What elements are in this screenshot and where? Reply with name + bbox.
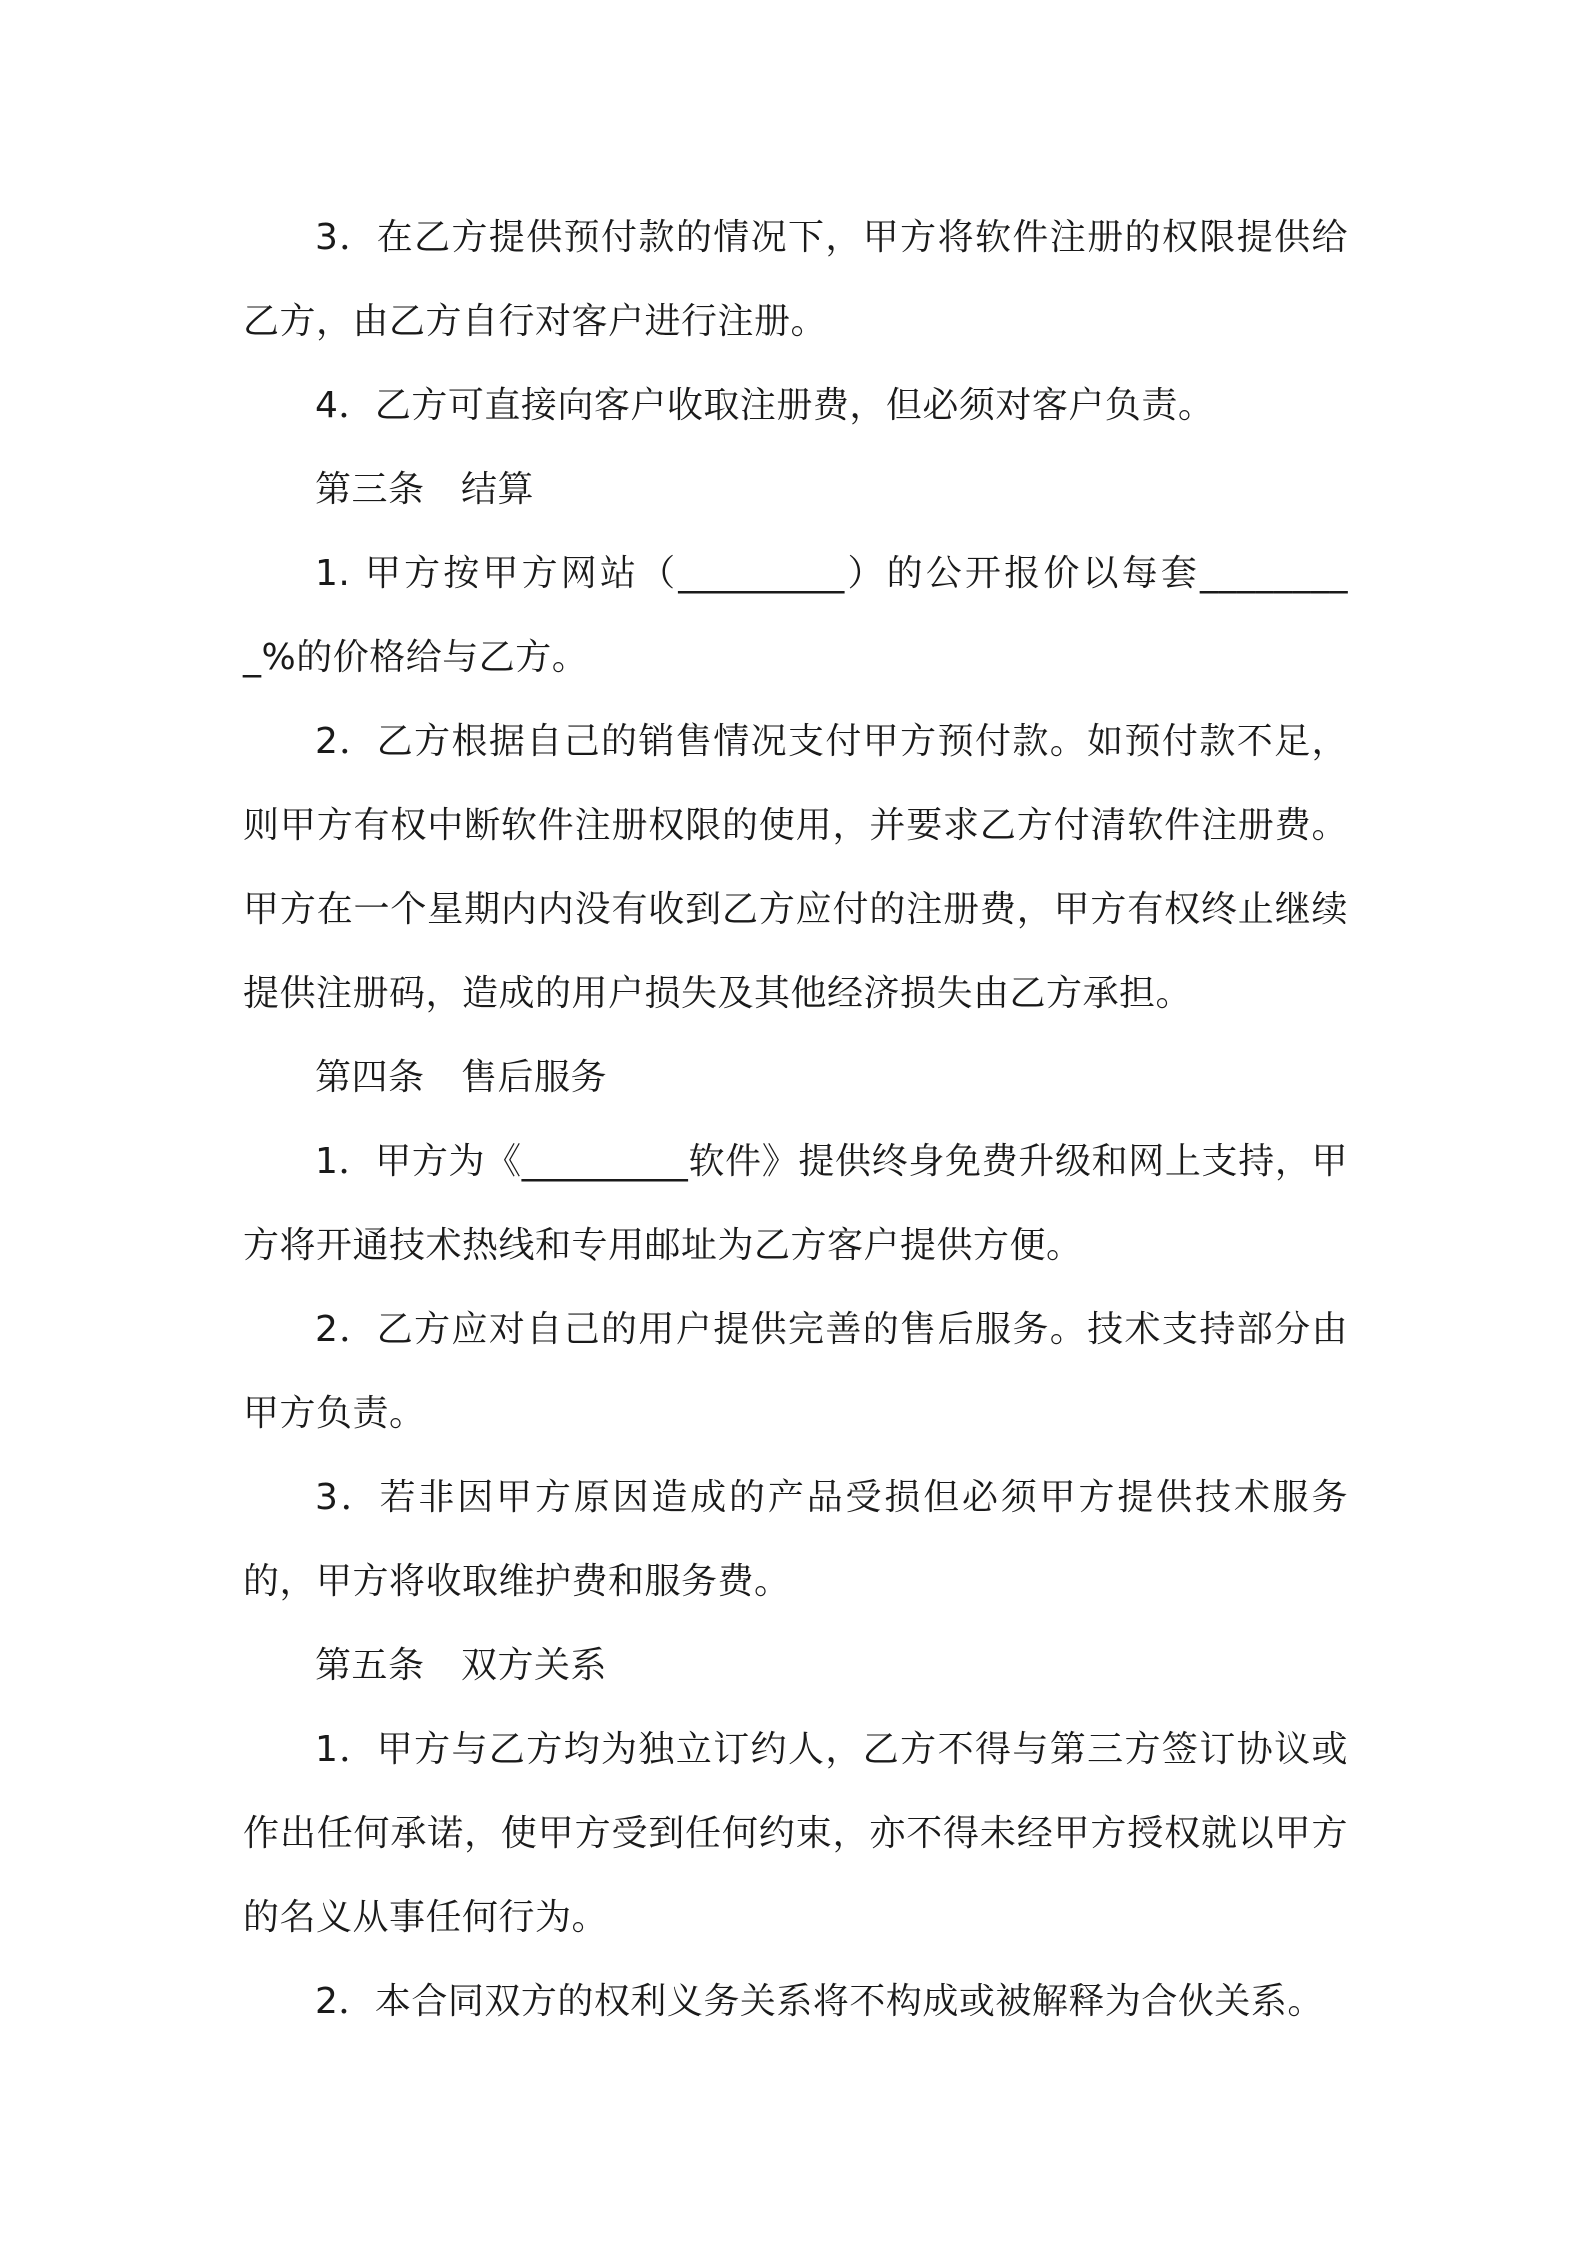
clause-3-item-2: 2．乙方根据自己的销售情况支付甲方预付款。如预付款不足，则甲方有权中断软件注册权限的使用，并要求乙方付清软件注册费。甲方在一个星期内内没有收到乙方应付的注册费，甲方有权终止继续提供注册码，造成的用户损失及其他经济损失由乙方承担。 [243, 721, 1348, 1014]
document-body [243, 196, 1348, 2044]
clause-2-item-3: 3．在乙方提供预付款的情况下，甲方将软件注册的权限提供给乙方，由乙方自行对客户进行注册。 [243, 217, 1348, 342]
clause-4-item-3: 3．若非因甲方原因造成的产品受损但必须甲方提供技术服务的，甲方将收取维护费和服务费。 [243, 1477, 1348, 1602]
clause-4-item-2: 2．乙方应对自己的用户提供完善的售后服务。技术支持部分由甲方负责。 [243, 1309, 1348, 1434]
clause-2-item-4: 4．乙方可直接向客户收取注册费，但必须对客户负责。 [315, 385, 1215, 426]
clause-3-item-1: 1. 甲方按甲方网站（_________）的公开报价以每套_________%的价格给与乙方。 [243, 553, 1348, 678]
clause-5-item-1: 1．甲方与乙方均为独立订约人，乙方不得与第三方签订协议或作出任何承诺，使甲方受到任何约束，亦不得未经甲方授权就以甲方的名义从事任何行为。 [243, 1729, 1348, 1938]
clause-4-item-1: 1．甲方为《_________软件》提供终身免费升级和网上支持，甲方将开通技术热线和专用邮址为乙方客户提供方便。 [243, 1141, 1348, 1266]
clause-5-heading: 第五条 双方关系 [315, 1645, 608, 1686]
clause-4-heading: 第四条 售后服务 [315, 1057, 608, 1098]
clause-3-heading: 第三条 结算 [315, 469, 535, 510]
clause-5-item-2: 2．本合同双方的权利义务关系将不构成或被解释为合伙关系。 [315, 1981, 1324, 2022]
